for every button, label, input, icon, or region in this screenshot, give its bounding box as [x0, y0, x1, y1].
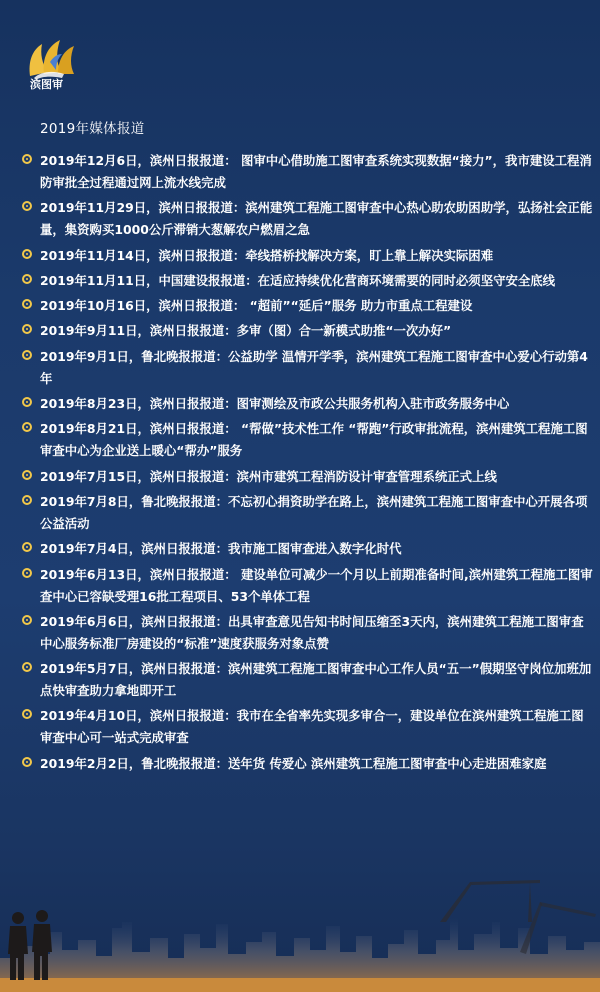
- news-item-text: 2019年6月6日，滨州日报报道：出具审查意见告知书时间压缩至3天内，滨州建筑工程施工图审查中心服务标准厂房建设的“标准”速度获服务对象点赞: [40, 613, 584, 651]
- news-item[interactable]: [22, 466, 594, 488]
- news-item[interactable]: [22, 320, 594, 342]
- news-item-text: 2019年8月23日，滨州日报报道：图审测绘及市政公共服务机构入驻市政务服务中心: [40, 396, 510, 412]
- bullet-icon: [22, 274, 32, 284]
- news-item-text: 2019年9月11日，滨州日报报道：多审（图）合一新模式助推“一次办好”: [40, 323, 452, 339]
- bullet-icon: [22, 201, 32, 211]
- news-item-text: 2019年11月29日，滨州日报报道：滨州建筑工程施工图审查中心热心助农助困助学，弘扬社会正能量，集资购买1000公斤滞销大葱解农户燃眉之急: [40, 200, 593, 238]
- news-item[interactable]: [22, 753, 594, 775]
- news-item-text: 2019年8月21日，滨州日报报道： “帮做”技术性工作 “帮跑”行政审批流程，滨州建筑工程施工图审查中心为企业送上暖心“帮办”服务: [40, 421, 588, 459]
- news-item-text: 2019年7月8日，鲁北晚报报道：不忘初心捐资助学在路上，滨州建筑工程施工图审查中心开展各项公益活动: [40, 493, 588, 531]
- news-item[interactable]: [22, 705, 594, 749]
- bullet-icon: [22, 495, 32, 505]
- news-item[interactable]: [22, 538, 594, 560]
- news-item-text: 2019年11月14日，滨州日报报道：牵线搭桥找解决方案，盯上靠上解决实际困难: [40, 247, 494, 263]
- news-item[interactable]: [22, 491, 594, 535]
- news-item[interactable]: [22, 150, 594, 194]
- news-item[interactable]: [22, 245, 594, 267]
- bullet-icon: [22, 350, 32, 360]
- news-item[interactable]: [22, 295, 594, 317]
- news-item-text: 2019年10月16日，滨州日报报道： “超前”“延后”服务 助力市重点工程建设: [40, 298, 473, 314]
- news-item[interactable]: [22, 197, 594, 241]
- bullet-icon: [22, 470, 32, 480]
- news-item-text: 2019年2月2日，鲁北晚报报道：送年货 传爱心 滨州建筑工程施工图审查中心走进困难家庭: [40, 755, 547, 771]
- news-item[interactable]: [22, 346, 594, 390]
- news-item[interactable]: [22, 658, 594, 702]
- bullet-icon: [22, 568, 32, 578]
- bullet-icon: [22, 662, 32, 672]
- news-item-text: 2019年6月13日，滨州日报报道： 建设单位可减少一个月以上前期准备时间,滨州建筑工程施工图审查中心已容缺受理16批工程项目、53个单体工程: [40, 566, 593, 604]
- bullet-icon: [22, 397, 32, 407]
- news-item-text: 2019年4月10日，滨州日报报道：我市在全省率先实现多审合一，建设单位在滨州建筑工程施工图审查中心可一站式完成审查: [40, 708, 584, 746]
- bullet-icon: [22, 324, 32, 334]
- bullet-icon: [22, 299, 32, 309]
- news-item[interactable]: [22, 611, 594, 655]
- news-list: [22, 150, 594, 778]
- bullet-icon: [22, 249, 32, 259]
- bullet-icon: [22, 615, 32, 625]
- news-item[interactable]: [22, 564, 594, 608]
- news-item[interactable]: [22, 270, 594, 292]
- news-item-text: 2019年12月6日，滨州日报报道： 图审中心借助施工图审查系统实现数据“接力”，我市建设工程消防审批全过程通过网上流水线完成: [40, 153, 592, 190]
- news-item-text: 2019年9月1日，鲁北晚报报道：公益助学 温情开学季，滨州建筑工程施工图审查中心爱心行动第4年: [40, 348, 588, 386]
- bullet-icon: [22, 422, 32, 432]
- news-item-text: 2019年7月4日，滨州日报报道：我市施工图审查进入数字化时代: [40, 541, 402, 557]
- news-item-text: 2019年11月11日，中国建设报报道：在适应持续优化营商环境需要的同时必须坚守安全底线: [40, 272, 556, 288]
- news-item-text: 2019年7月15日，滨州日报报道：滨州市建筑工程消防设计审查管理系统正式上线: [40, 468, 497, 484]
- bullet-icon: [22, 757, 32, 767]
- logo-text: 滨图审: [30, 78, 63, 91]
- news-item[interactable]: [22, 393, 594, 415]
- news-item-text: 2019年5月7日，滨州日报报道：滨州建筑工程施工图审查中心工作人员“五一”假期坚守岗位加班加点快审查助力拿地即开工: [40, 661, 592, 699]
- page-title: 2019年媒体报道: [40, 121, 145, 137]
- news-item[interactable]: [22, 418, 594, 462]
- bullet-icon: [22, 709, 32, 719]
- city-skyline-silhouette: [0, 862, 600, 992]
- bullet-icon: [22, 542, 32, 552]
- bullet-icon: [22, 154, 32, 164]
